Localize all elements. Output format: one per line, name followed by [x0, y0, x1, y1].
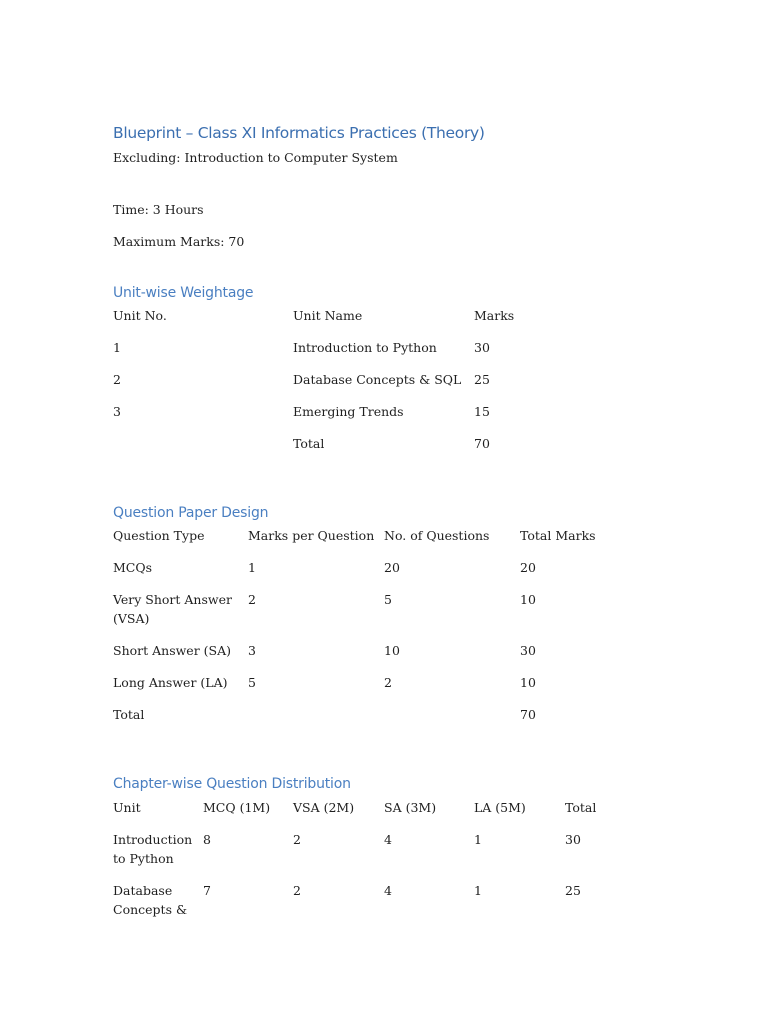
table-cell: 4 [384, 832, 392, 847]
table-cell: Long Answer (LA) [113, 675, 228, 690]
table-header-cell: LA (5M) [474, 800, 526, 815]
table-cell: 30 [520, 643, 536, 658]
table-cell: 70 [520, 707, 536, 722]
table-header-cell: Total Marks [520, 528, 596, 543]
table-cell: Total [293, 436, 325, 451]
table-header-cell: VSA (2M) [293, 800, 355, 815]
table-cell: Emerging Trends [293, 404, 404, 419]
maximum-marks: Maximum Marks: 70 [113, 234, 245, 249]
table-cell: 10 [520, 675, 536, 690]
table-cell: Database Concepts & [113, 883, 188, 917]
table-cell: 4 [384, 883, 392, 898]
table-cell: Very Short Answer (VSA) [113, 592, 232, 626]
table-cell: Short Answer (SA) [113, 643, 231, 658]
table-cell: 25 [474, 372, 490, 387]
table-cell: 2 [113, 372, 121, 387]
table-cell: 2 [384, 675, 392, 690]
table-cell: 70 [474, 436, 490, 451]
table-cell: 2 [293, 883, 301, 898]
table-cell: 2 [293, 832, 301, 847]
table-header-cell: Question Type [113, 528, 205, 543]
table-cell: 30 [474, 340, 490, 355]
table-cell: 10 [520, 592, 536, 607]
table-header-cell: No. of Questions [384, 528, 490, 543]
table-cell: 15 [474, 404, 490, 419]
table-cell: 1 [474, 832, 482, 847]
table-header-cell: Marks per Question [248, 528, 375, 543]
document-title: Blueprint – Class XI Informatics Practices (Theory) [113, 124, 485, 142]
time-allowed: Time: 3 Hours [113, 202, 204, 217]
table-cell: 8 [203, 832, 211, 847]
table-cell: 3 [113, 404, 121, 419]
table-header-cell: Unit No. [113, 308, 167, 323]
table-header-cell: SA (3M) [384, 800, 437, 815]
table-cell: 30 [565, 832, 581, 847]
table-cell: 2 [248, 592, 256, 607]
table-cell: Database Concepts & SQL [293, 372, 462, 387]
table-cell: 10 [384, 643, 400, 658]
table-cell: 3 [248, 643, 256, 658]
chapter-distribution-heading: Chapter-wise Question Distribution [113, 776, 351, 792]
table-cell: 25 [565, 883, 581, 898]
table-cell: 1 [113, 340, 121, 355]
question-design-heading: Question Paper Design [113, 505, 269, 521]
table-header-cell: Unit [113, 800, 141, 815]
table-cell: Introduction to Python [113, 832, 193, 866]
table-cell: 5 [248, 675, 256, 690]
table-header-cell: Total [565, 800, 597, 815]
unit-weightage-heading: Unit-wise Weightage [113, 285, 254, 301]
table-cell: 20 [384, 560, 400, 575]
table-cell: 1 [248, 560, 256, 575]
table-header-cell: Unit Name [293, 308, 363, 323]
table-header-cell: MCQ (1M) [203, 800, 271, 815]
table-cell: Introduction to Python [293, 340, 437, 355]
exclusion-note: Excluding: Introduction to Computer System [113, 150, 398, 165]
table-cell: MCQs [113, 560, 153, 575]
table-cell: Total [113, 707, 145, 722]
table-cell: 20 [520, 560, 536, 575]
table-cell: 5 [384, 592, 392, 607]
table-header-cell: Marks [474, 308, 515, 323]
table-cell: 1 [474, 883, 482, 898]
table-cell: 7 [203, 883, 211, 898]
